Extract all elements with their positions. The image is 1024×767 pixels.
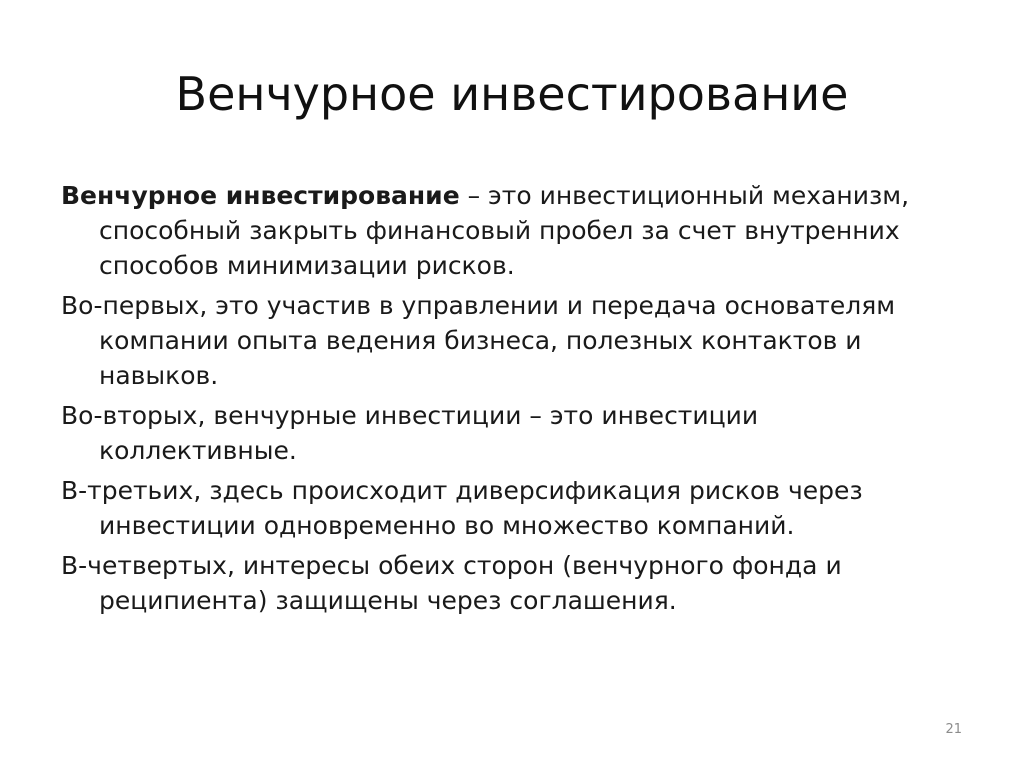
slide-body bbox=[61, 178, 961, 623]
paragraph-fourth: В-четвертых, интересы обеих сторон (венчурного фонда и реципиента) защищены через соглашения. bbox=[61, 551, 842, 615]
paragraph-third: В-третьих, здесь происходит диверсификация рисков через инвестиции одновременно во множество компаний. bbox=[61, 476, 863, 540]
paragraph-first: Во-первых, это участив в управлении и передача основателям компании опыта ведения бизнеса, полезных контактов и навыков. bbox=[61, 291, 896, 390]
definition-text: – это инвестиционный механизм, способный закрыть финансовый пробел за счет внутренних способов минимизации рисков. bbox=[99, 181, 910, 280]
paragraph-definition bbox=[61, 178, 961, 283]
slide-number: 21 bbox=[945, 722, 962, 737]
definition-term: Венчурное инвестирование bbox=[61, 181, 460, 210]
slide-title: Венчурное инвестирование bbox=[175, 67, 849, 121]
paragraph-second: Во-вторых, венчурные инвестиции – это инвестиции коллективные. bbox=[61, 401, 759, 465]
